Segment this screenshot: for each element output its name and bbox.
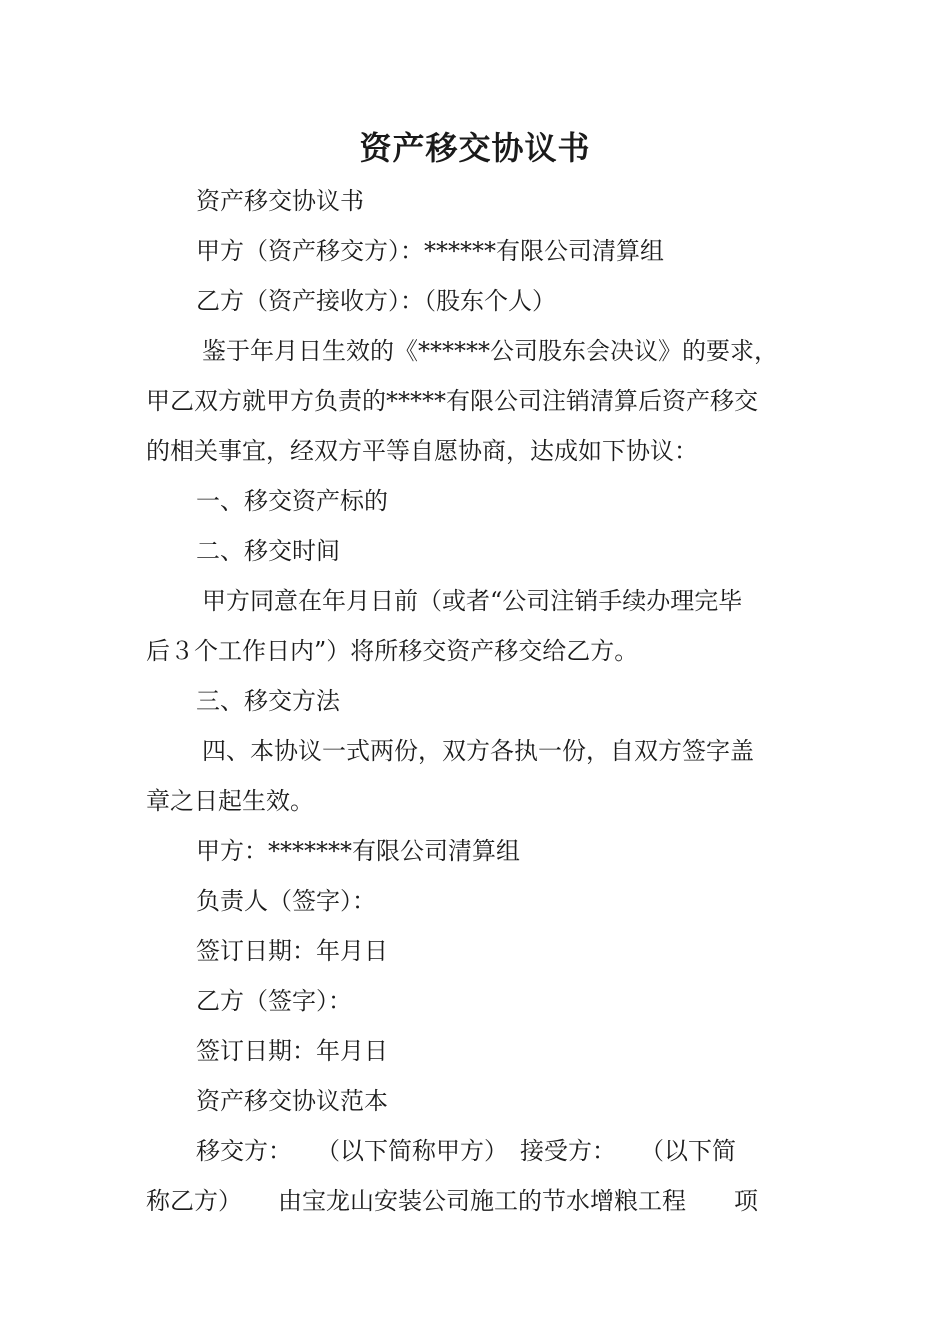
signature-party-a: 甲方：*******有限公司清算组: [196, 837, 520, 865]
document-body: [146, 176, 814, 1226]
template-parties-line-1: 移交方： （以下简称甲方） 接受方： （以下简: [196, 1137, 736, 1165]
section-heading-1: 一、移交资产标的: [196, 487, 388, 515]
paragraph-copies-line-1: 四、本协议一式两份，双方各执一份，自双方签字盖: [202, 737, 754, 765]
paragraph-preamble-line-1: 鉴于年月日生效的《******公司股东会决议》的要求，: [202, 337, 778, 365]
document-title: 资产移交协议书: [359, 129, 591, 167]
signature-date-a: 签订日期：年月日: [196, 937, 388, 965]
paragraph-party-b: 乙方（资产接收方）：（股东个人）: [196, 287, 556, 315]
paragraph-time-line-2: 后３个工作日内”）将所移交资产移交给乙方。: [146, 637, 639, 665]
template-parties-line-2: 称乙方） 由宝龙山安装公司施工的节水增粮工程 项: [146, 1187, 758, 1215]
paragraph-copies-line-2: 章之日起生效。: [146, 787, 314, 815]
signature-date-b: 签订日期：年月日: [196, 1037, 388, 1065]
template-heading: 资产移交协议范本: [196, 1087, 388, 1115]
signature-responsible-person: 负责人（签字）：: [196, 887, 376, 915]
section-heading-2: 二、移交时间: [196, 537, 340, 565]
signature-party-b: 乙方（签字）：: [196, 987, 352, 1015]
paragraph-preamble-line-3: 的相关事宜，经双方平等自愿协商，达成如下协议：: [146, 437, 698, 465]
section-heading-3: 三、移交方法: [196, 687, 340, 715]
paragraph-preamble-line-2: 甲乙双方就甲方负责的*****有限公司注销清算后资产移交: [146, 387, 758, 415]
paragraph-subtitle: 资产移交协议书: [196, 187, 364, 215]
paragraph-time-line-1: 甲方同意在年月日前（或者“公司注销手续办理完毕: [202, 587, 743, 615]
paragraph-party-a: 甲方（资产移交方）：******有限公司清算组: [196, 237, 664, 265]
